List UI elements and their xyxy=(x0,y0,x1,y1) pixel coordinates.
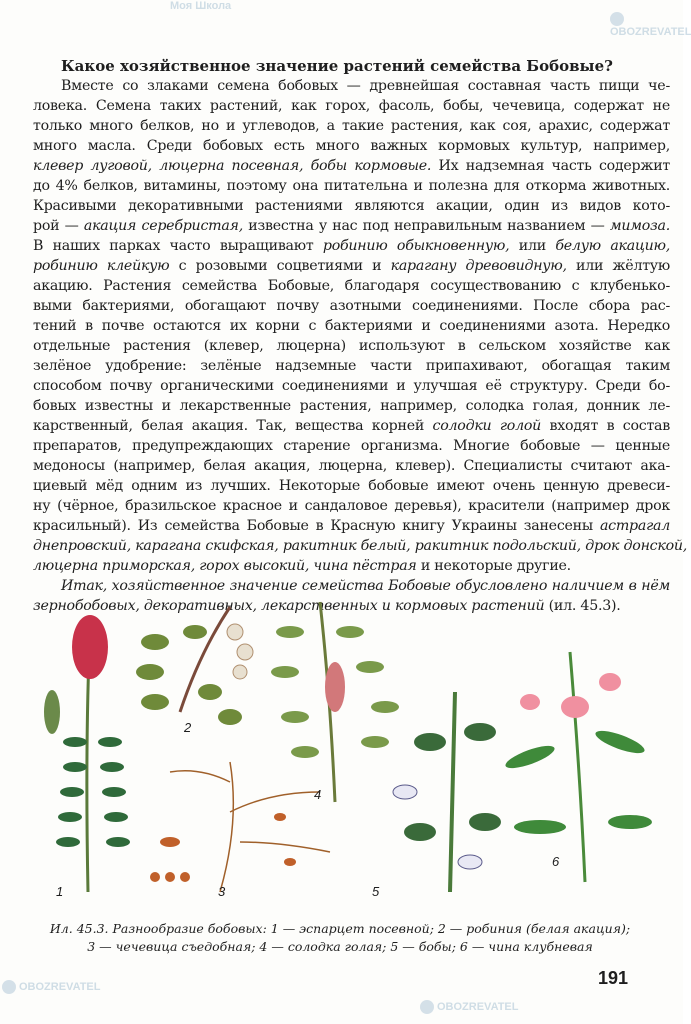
italic-term: зернобобовых, декоративных, лекарственных и кормовых растений xyxy=(33,598,545,614)
text-line xyxy=(33,196,670,216)
text-segment: Красивыми декоративными растениями являются акации, один из видов кото- xyxy=(33,198,670,214)
text-line xyxy=(33,476,670,496)
text-segment: тений в почве остаются их корни с бактериями и соединениями азота. Нередко xyxy=(33,318,670,334)
italic-term: мимоза. xyxy=(609,218,670,234)
text-segment: красильный). Из семейства Бобовые в Красную книгу Украины занесены xyxy=(33,518,600,534)
text-line xyxy=(33,96,670,116)
watermark: OBOZREVATEL xyxy=(420,1000,518,1014)
text-line xyxy=(33,236,670,256)
text-segment: или xyxy=(509,238,556,254)
text-segment: бовых известны и лекарственные растения, например, солодка голая, донник ле- xyxy=(33,398,670,414)
section-heading: Какое хозяйственное значение растений семейства Бобовые? xyxy=(61,57,613,75)
text-segment: с розовыми соцветиями и xyxy=(169,258,391,274)
text-line xyxy=(33,336,670,356)
text-line xyxy=(33,456,670,476)
text-body xyxy=(33,56,688,616)
text-segment: ловека. Семена таких растений, как горох, фасоль, бобы, чечевица, содержат не xyxy=(33,98,670,114)
text-segment: много масла. Среди бобовых есть много важных кормовых культур, например, xyxy=(33,138,670,154)
text-segment: только много белков, но и углеводов, а такие растения, как соя, арахис, содержат xyxy=(33,118,670,134)
italic-term: робинию обыкновенную, xyxy=(322,238,510,254)
figure-caption xyxy=(40,920,640,956)
watermark: OBOZREVATEL xyxy=(610,12,691,38)
text-segment: Вместе со злаками семена бобовых — древнейшая составная часть пищи че- xyxy=(61,78,670,94)
text-segment: или жёлтую xyxy=(566,258,671,274)
text-line xyxy=(33,176,670,196)
text-line xyxy=(33,496,670,516)
text-line xyxy=(33,556,670,576)
text-segment: известна у нас под неправильным названием — xyxy=(242,218,610,234)
italic-term: белую акацию, xyxy=(555,238,670,254)
italic-term: люцерна приморская, горох высокий, чина пёстрая xyxy=(33,558,417,574)
text-line xyxy=(33,536,688,556)
text-line xyxy=(33,416,670,436)
italic-term: клевер луговой, люцерна посевная, бобы кормовые. xyxy=(33,158,432,174)
text-line xyxy=(33,216,670,236)
caption-line: Ил. 45.3. Разнообразие бобовых: 1 — эспарцет посевной; 2 — робиния (белая акация); xyxy=(49,921,631,936)
text-segment: отдельные растения (клевер, люцерна) используют в сельском хозяйстве как xyxy=(33,338,670,354)
text-segment: медоносы (например, белая акация, люцерна, клевер). Специалисты считают ака- xyxy=(33,458,670,474)
italic-term: днепровский, карагана скифская, ракитник белый, ракитник подольский, дрок донской, xyxy=(33,538,688,554)
italic-term: робинию клейкую xyxy=(33,258,170,274)
italic-term: Итак, хозяйственное значение семейства Бобовые обусловлено наличием в нём xyxy=(61,578,670,594)
italic-term: акация серебристая, xyxy=(83,218,243,234)
page-number: 191 xyxy=(598,968,629,988)
italic-term: солодки голой xyxy=(432,418,542,434)
text-segment: и некоторые другие. xyxy=(416,558,571,574)
text-line xyxy=(33,316,670,336)
text-line xyxy=(33,356,670,376)
watermark: OBOZREVATEL xyxy=(2,980,100,994)
plant-4-licorice xyxy=(271,602,399,802)
plant-6-tuberous-pea xyxy=(503,652,652,882)
text-segment: Их надземная часть содержит xyxy=(431,158,670,174)
plant-5-beans xyxy=(393,692,501,892)
text-line xyxy=(33,276,670,296)
text-line xyxy=(33,256,670,276)
italic-term: астрагал xyxy=(599,518,670,534)
text-line xyxy=(33,396,670,416)
text-segment: (ил. 45.3). xyxy=(544,598,621,614)
text-line xyxy=(33,436,670,456)
text-segment: рой — xyxy=(33,218,84,234)
figure-label-1: 1 xyxy=(56,884,64,899)
plant-2-robinia xyxy=(136,607,253,725)
text-segment: зелёное удобрение: зелёные надземные части припахивают, обогащая таким xyxy=(33,358,670,374)
text-segment: выми бактериями, обогащают почву азотными соединениями. После сбора рас- xyxy=(33,298,670,314)
paragraphs xyxy=(33,76,688,616)
text-segment: до 4% белков, витамины, поэтому она питательна и полезна для откорма животных. xyxy=(33,178,670,194)
text-line xyxy=(33,376,670,396)
text-line xyxy=(33,136,670,156)
text-segment: акацию. Растения семейства Бобовые, благодаря сосуществованию с клубенько- xyxy=(33,278,670,294)
text-line xyxy=(33,296,670,316)
figure-legumes xyxy=(30,592,670,907)
figure-label-5: 5 xyxy=(372,884,380,899)
figure-label-4: 4 xyxy=(314,787,322,802)
italic-term: карагану древовидную, xyxy=(390,258,567,274)
text-line xyxy=(33,156,670,176)
plant-3-lentil xyxy=(150,762,330,892)
text-line xyxy=(33,516,670,536)
text-segment: карственный, белая акация. Так, вещества корней xyxy=(33,418,433,434)
text-segment: препаратов, предупреждающих старение организма. Многие бобовые — ценные xyxy=(33,438,670,454)
figure-label-2: 2 xyxy=(184,720,192,735)
text-line xyxy=(33,116,670,136)
text-line xyxy=(33,76,670,96)
plant-illustrations xyxy=(30,592,670,907)
plant-1-sainfoin xyxy=(44,615,130,892)
caption-line: 3 — чечевица съедобная; 4 — солодка голая; 5 — бобы; 6 — чина клубневая xyxy=(87,939,593,954)
text-segment: ну (чёрное, бразильское красное и сандаловое деревья), красители (например дрок xyxy=(33,498,670,514)
text-segment: циевый мёд одним из лучших. Некоторые бобовые имеют очень ценную древеси- xyxy=(33,478,670,494)
text-segment: способом почву органическими соединениями и улучшая её структуру. Среди бо- xyxy=(33,378,670,394)
text-segment: входят в состав xyxy=(541,418,670,434)
figure-label-6: 6 xyxy=(552,854,560,869)
text-segment: В наших парках часто выращивают xyxy=(33,238,323,254)
watermark: Моя Школа xyxy=(170,0,232,12)
figure-label-3: 3 xyxy=(218,884,226,899)
